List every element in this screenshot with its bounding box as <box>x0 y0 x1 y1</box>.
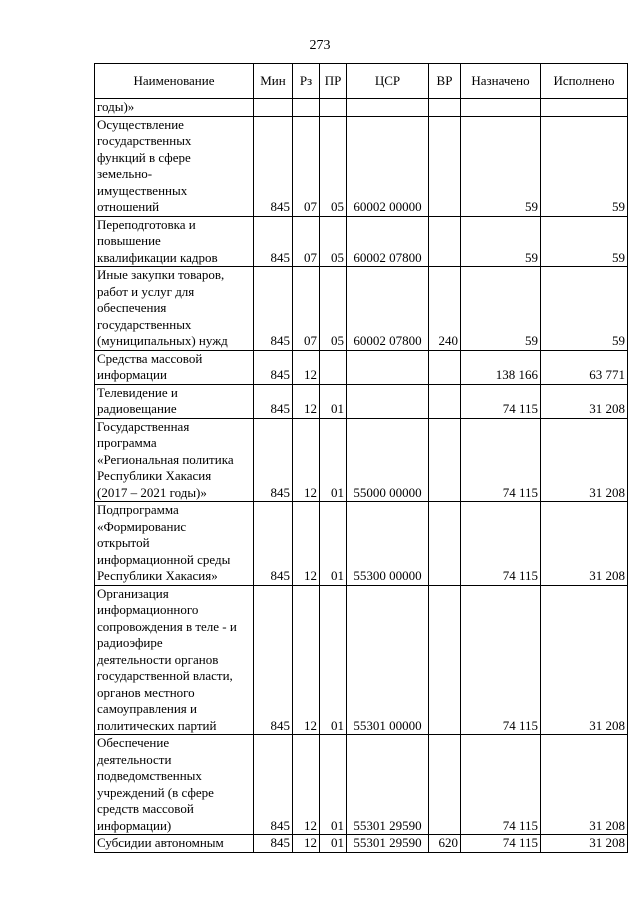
cell-name: Обеспечение деятельности подведомственных учреждений (в сфере средств массовой информации) <box>95 735 254 835</box>
header-name: Наименование <box>95 64 254 99</box>
header-csr: ЦСР <box>347 64 429 99</box>
cell-assigned: 59 <box>461 116 541 216</box>
cell-pr: 05 <box>320 267 347 351</box>
cell-rz: 07 <box>293 216 320 267</box>
cell-rz: 12 <box>293 502 320 586</box>
cell-name: Государственная программа «Региональная политика Республики Хакасия (2017 – 2021 годы)» <box>95 418 254 502</box>
cell-pr: 01 <box>320 418 347 502</box>
cell-csr: 55301 29590 <box>347 735 429 835</box>
cell-name: Иные закупки товаров, работ и услуг для обеспечения государственных (муниципальных) нужд <box>95 267 254 351</box>
cell-assigned: 74 115 <box>461 585 541 735</box>
header-min: Мин <box>254 64 293 99</box>
cell-vr <box>429 384 461 418</box>
cell-vr <box>429 99 461 117</box>
cell-min: 845 <box>254 384 293 418</box>
cell-assigned: 138 166 <box>461 350 541 384</box>
table-row <box>95 116 628 216</box>
cell-csr: 55301 29590 <box>347 835 429 853</box>
cell-name: годы)» <box>95 99 254 117</box>
cell-pr: 01 <box>320 735 347 835</box>
cell-rz: 07 <box>293 267 320 351</box>
cell-name: Телевидение и радиовещание <box>95 384 254 418</box>
table-row <box>95 585 628 735</box>
cell-vr <box>429 585 461 735</box>
table-row <box>95 216 628 267</box>
cell-executed: 31 208 <box>541 384 628 418</box>
cell-executed: 31 208 <box>541 735 628 835</box>
cell-csr: 55301 00000 <box>347 585 429 735</box>
cell-name: Переподготовка и повышение квалификации кадров <box>95 216 254 267</box>
cell-min: 845 <box>254 502 293 586</box>
cell-pr: 01 <box>320 585 347 735</box>
header-rz: Рз <box>293 64 320 99</box>
cell-assigned: 74 115 <box>461 384 541 418</box>
table-row <box>95 835 628 853</box>
cell-assigned <box>461 99 541 117</box>
cell-pr <box>320 350 347 384</box>
table-row <box>95 735 628 835</box>
cell-rz <box>293 99 320 117</box>
page-number: 273 <box>309 38 331 53</box>
cell-executed: 31 208 <box>541 502 628 586</box>
cell-csr: 60002 07800 <box>347 267 429 351</box>
cell-vr <box>429 116 461 216</box>
cell-rz: 12 <box>293 350 320 384</box>
cell-min: 845 <box>254 267 293 351</box>
header-executed: Исполнено <box>541 64 628 99</box>
cell-vr <box>429 216 461 267</box>
cell-name: Организация информационного сопровождения в теле - и радиоэфире деятельности органов государственной власти, органов местного самоуправления и политических партий <box>95 585 254 735</box>
header-assigned: Назначено <box>461 64 541 99</box>
cell-min: 845 <box>254 735 293 835</box>
cell-min: 845 <box>254 418 293 502</box>
cell-pr: 05 <box>320 216 347 267</box>
cell-name: Субсидии автономным <box>95 835 254 853</box>
table-row <box>95 418 628 502</box>
table-row <box>95 99 628 117</box>
cell-min: 845 <box>254 216 293 267</box>
header-row <box>95 64 628 99</box>
cell-min: 845 <box>254 585 293 735</box>
cell-executed <box>541 99 628 117</box>
cell-rz: 07 <box>293 116 320 216</box>
cell-csr: 55300 00000 <box>347 502 429 586</box>
cell-rz: 12 <box>293 585 320 735</box>
cell-assigned: 74 115 <box>461 502 541 586</box>
cell-pr: 01 <box>320 835 347 853</box>
cell-executed: 63 771 <box>541 350 628 384</box>
cell-vr: 620 <box>429 835 461 853</box>
header-vr: ВР <box>429 64 461 99</box>
cell-vr <box>429 502 461 586</box>
cell-executed: 59 <box>541 116 628 216</box>
cell-name: Средства массовой информации <box>95 350 254 384</box>
cell-vr <box>429 418 461 502</box>
cell-name: Подпрограмма «Формированис открытой информационной среды Республики Хакасия» <box>95 502 254 586</box>
budget-table <box>94 63 628 853</box>
cell-pr: 01 <box>320 384 347 418</box>
table-row <box>95 502 628 586</box>
cell-vr <box>429 735 461 835</box>
cell-rz: 12 <box>293 418 320 502</box>
cell-name: Осуществление государственных функций в сфере земельно- имущественных отношений <box>95 116 254 216</box>
cell-csr: 55000 00000 <box>347 418 429 502</box>
cell-executed: 31 208 <box>541 418 628 502</box>
header-pr: ПР <box>320 64 347 99</box>
cell-csr: 60002 00000 <box>347 116 429 216</box>
cell-assigned: 74 115 <box>461 835 541 853</box>
cell-csr <box>347 350 429 384</box>
cell-pr: 01 <box>320 502 347 586</box>
cell-executed: 31 208 <box>541 835 628 853</box>
cell-pr <box>320 99 347 117</box>
cell-csr <box>347 99 429 117</box>
cell-rz: 12 <box>293 735 320 835</box>
table-row <box>95 384 628 418</box>
cell-assigned: 74 115 <box>461 735 541 835</box>
cell-rz: 12 <box>293 835 320 853</box>
cell-executed: 59 <box>541 267 628 351</box>
cell-csr <box>347 384 429 418</box>
cell-vr: 240 <box>429 267 461 351</box>
cell-executed: 59 <box>541 216 628 267</box>
cell-min: 845 <box>254 350 293 384</box>
cell-executed: 31 208 <box>541 585 628 735</box>
cell-vr <box>429 350 461 384</box>
table-row <box>95 350 628 384</box>
cell-assigned: 74 115 <box>461 418 541 502</box>
cell-rz: 12 <box>293 384 320 418</box>
cell-min: 845 <box>254 116 293 216</box>
cell-min <box>254 99 293 117</box>
cell-pr: 05 <box>320 116 347 216</box>
cell-assigned: 59 <box>461 216 541 267</box>
table-row <box>95 267 628 351</box>
cell-csr: 60002 07800 <box>347 216 429 267</box>
cell-min: 845 <box>254 835 293 853</box>
cell-assigned: 59 <box>461 267 541 351</box>
